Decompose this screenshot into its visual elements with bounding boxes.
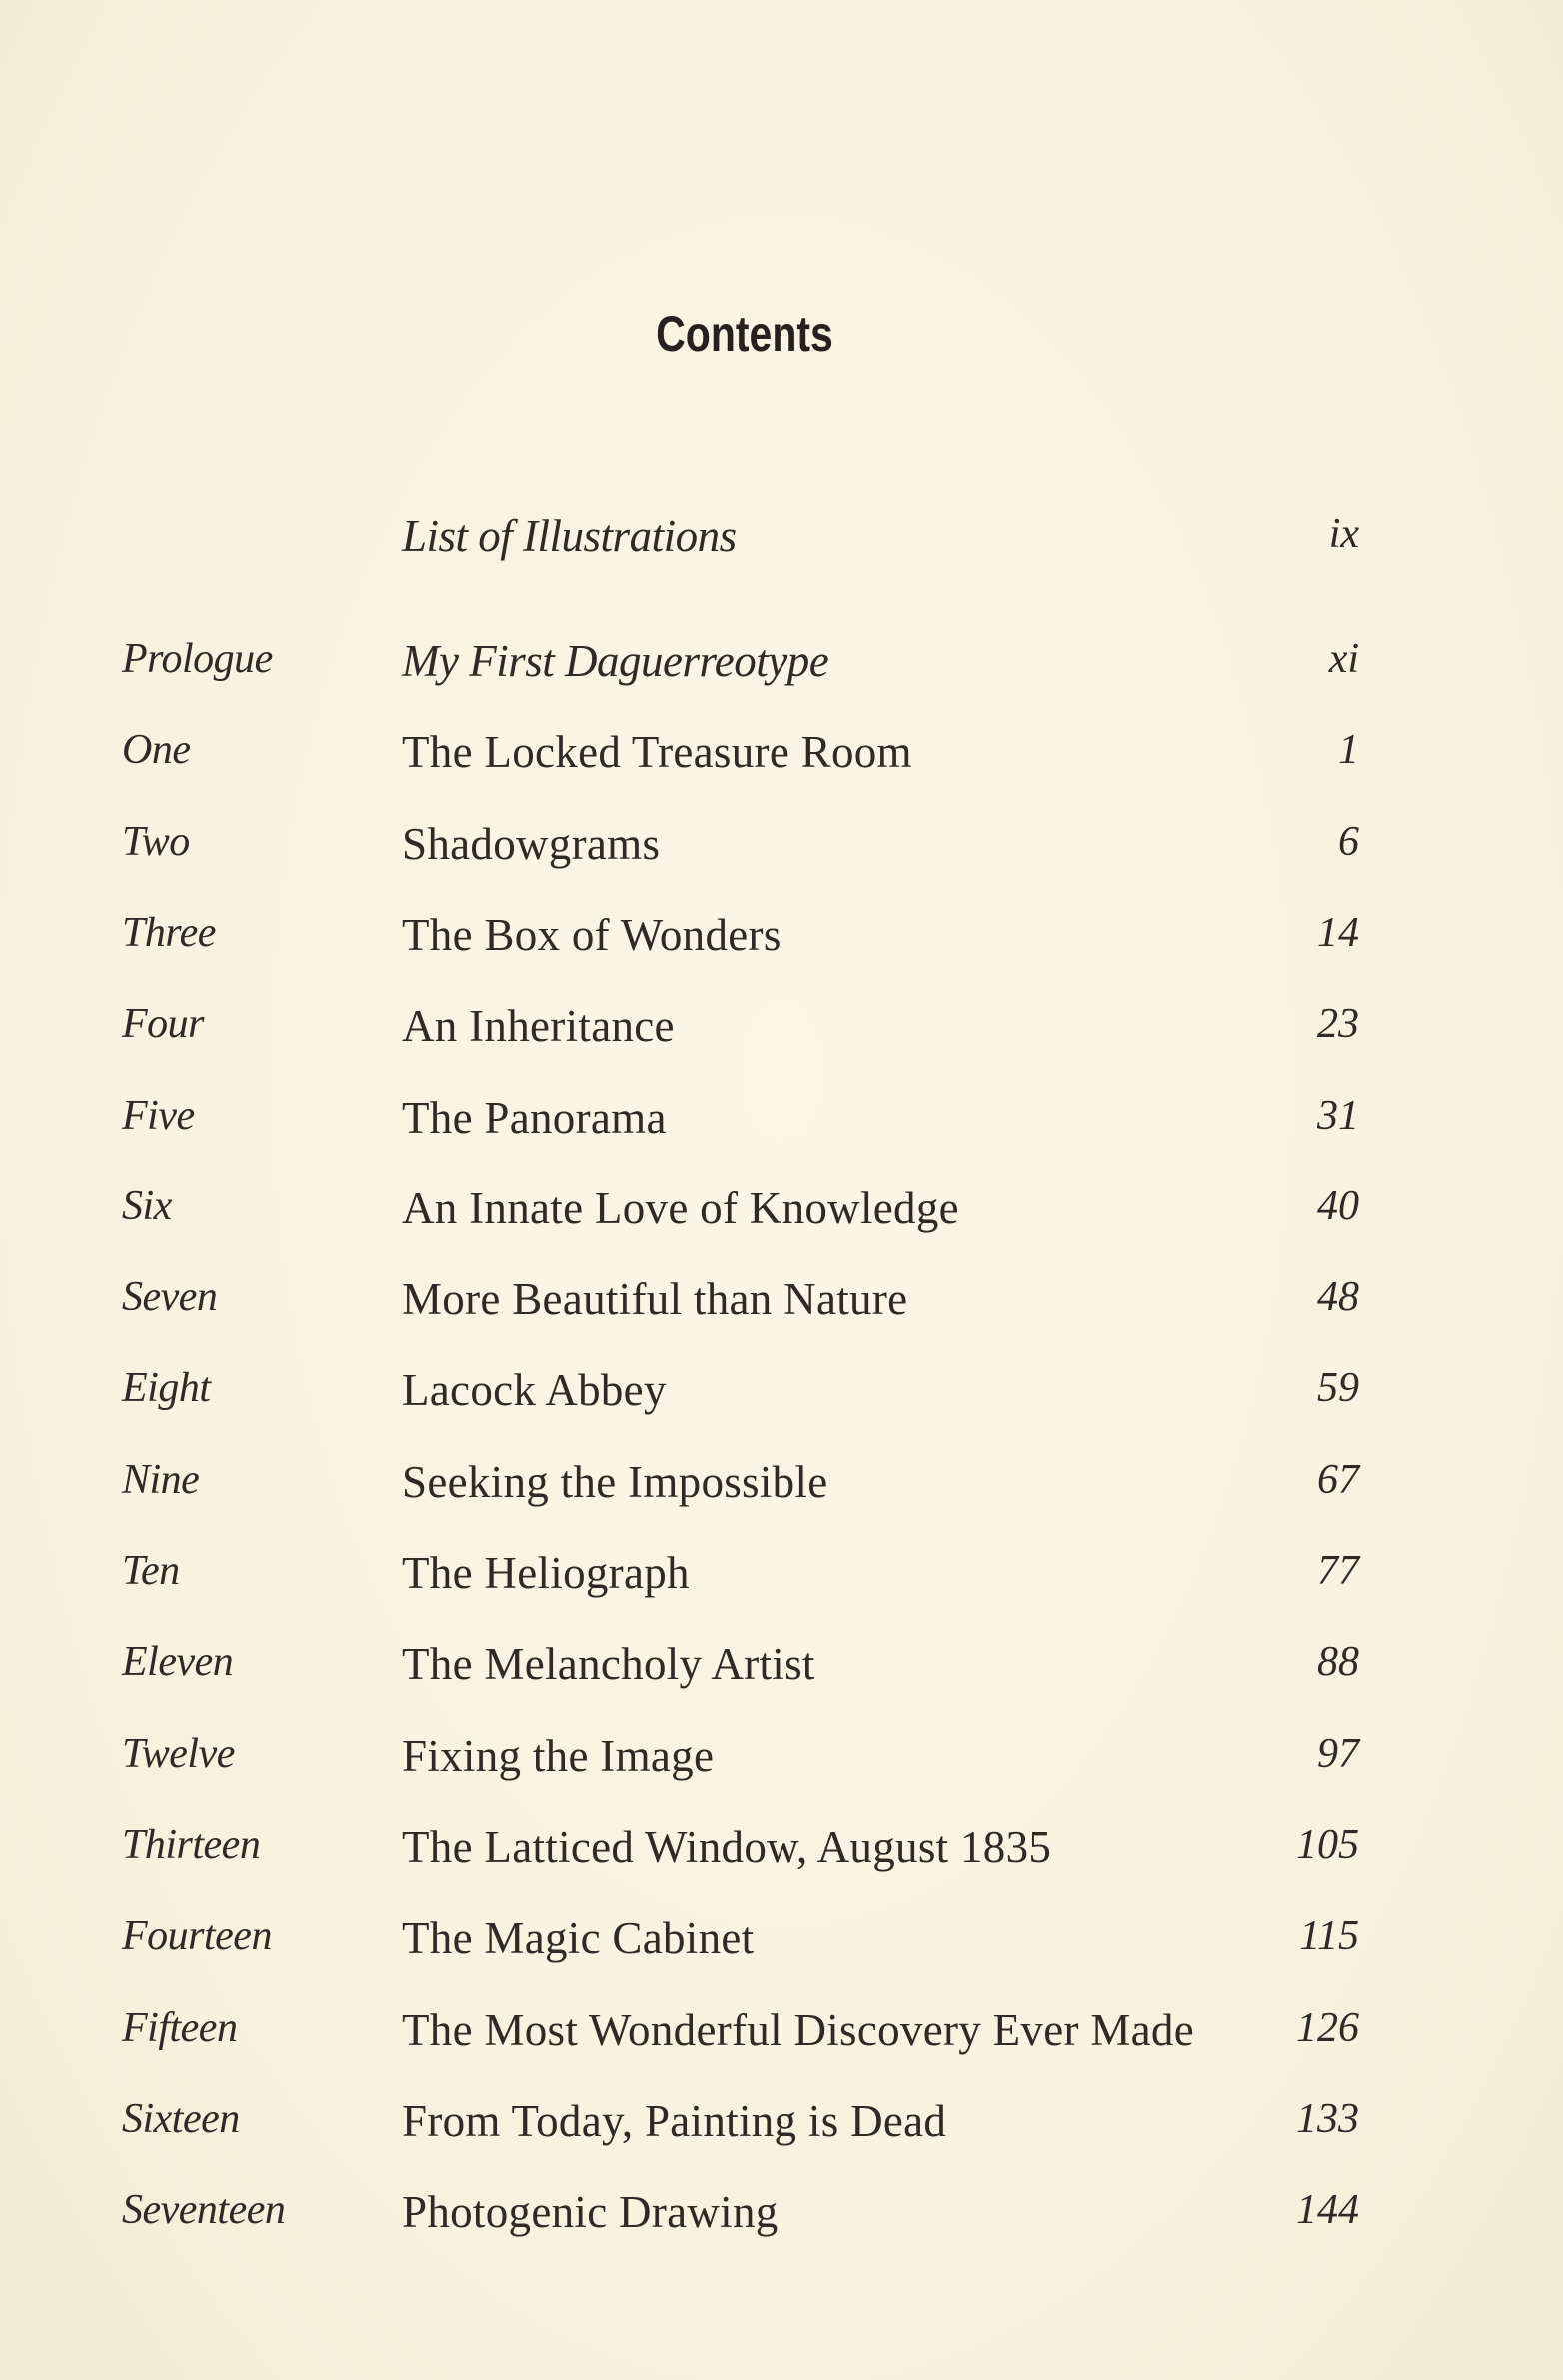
chapter-page-number: 126 xyxy=(1296,2004,1359,2051)
chapter-number: Two xyxy=(122,818,190,865)
chapter-page-number: 144 xyxy=(1296,2187,1359,2234)
chapter-page-number: 14 xyxy=(1317,909,1359,956)
chapter-number: Seven xyxy=(122,1274,218,1321)
chapter-number: Seventeen xyxy=(122,2187,286,2234)
toc-row xyxy=(0,1821,1563,1891)
chapter-number: Twelve xyxy=(122,1730,235,1777)
chapter-title: Lacock Abbey xyxy=(402,1365,667,1416)
toc-row xyxy=(0,2095,1563,2165)
chapter-number: Prologue xyxy=(122,636,273,682)
chapter-number: Eight xyxy=(122,1365,211,1412)
toc-row xyxy=(0,1273,1563,1343)
chapter-page-number: 67 xyxy=(1317,1456,1359,1503)
toc-row xyxy=(0,2004,1563,2074)
chapter-title: Seeking the Impossible xyxy=(402,1456,828,1507)
toc-row-front-matter xyxy=(0,510,1563,580)
chapter-title: The Melancholy Artist xyxy=(402,1639,815,1690)
toc-row xyxy=(0,909,1563,979)
chapter-title: The Heliograph xyxy=(402,1548,690,1598)
page-title: Contents xyxy=(656,306,833,362)
chapter-number: Fifteen xyxy=(122,2004,238,2051)
chapter-number: Three xyxy=(122,909,216,956)
chapter-title: Fixing the Image xyxy=(402,1730,715,1781)
chapter-number: One xyxy=(122,727,191,774)
chapter-page-number: 59 xyxy=(1317,1365,1359,1412)
toc-row xyxy=(0,1456,1563,1526)
toc-row xyxy=(0,2186,1563,2256)
chapter-page-number: 48 xyxy=(1317,1274,1359,1321)
chapter-number: Eleven xyxy=(122,1639,234,1686)
chapter-title: The Magic Cabinet xyxy=(402,1913,755,1964)
chapter-page-number: xi xyxy=(1328,636,1359,682)
chapter-number: Six xyxy=(122,1183,172,1229)
chapter-page-number: 6 xyxy=(1338,818,1359,865)
chapter-title: The Panorama xyxy=(402,1092,667,1143)
toc-row xyxy=(0,818,1563,888)
chapter-title: The Box of Wonders xyxy=(402,909,782,960)
chapter-title: An Inheritance xyxy=(402,1001,675,1052)
chapter-number: Thirteen xyxy=(122,1821,261,1868)
toc-row xyxy=(0,635,1563,705)
front-matter-title: List of Illustrations xyxy=(402,511,737,561)
chapter-title: From Today, Painting is Dead xyxy=(402,2095,947,2146)
chapter-page-number: 1 xyxy=(1338,727,1359,774)
chapter-page-number: 97 xyxy=(1317,1730,1359,1777)
chapter-page-number: 105 xyxy=(1296,1821,1359,1868)
chapter-number: Five xyxy=(122,1092,195,1139)
chapter-page-number: 40 xyxy=(1317,1183,1359,1229)
chapter-page-number: 23 xyxy=(1317,1001,1359,1048)
chapter-title: The Locked Treasure Room xyxy=(402,727,912,778)
toc-row xyxy=(0,726,1563,796)
toc-row xyxy=(0,1912,1563,1982)
chapter-page-number: 133 xyxy=(1296,2095,1359,2142)
chapter-page-number: 115 xyxy=(1299,1913,1359,1960)
chapter-page-number: 77 xyxy=(1317,1548,1359,1594)
toc-row xyxy=(0,1000,1563,1070)
chapter-title: The Latticed Window, August 1835 xyxy=(402,1821,1052,1872)
chapter-number: Nine xyxy=(122,1456,200,1503)
chapter-page-number: 31 xyxy=(1317,1092,1359,1139)
chapter-title: The Most Wonderful Discovery Ever Made xyxy=(402,2004,1194,2055)
chapter-number: Ten xyxy=(122,1548,180,1594)
toc-row xyxy=(0,1730,1563,1800)
toc-row xyxy=(0,1183,1563,1252)
front-matter-page: ix xyxy=(1328,511,1359,557)
chapter-title: Photogenic Drawing xyxy=(402,2187,779,2238)
chapter-number: Four xyxy=(122,1001,204,1048)
chapter-title: Shadowgrams xyxy=(402,818,661,869)
chapter-title: More Beautiful than Nature xyxy=(402,1274,908,1325)
toc-row xyxy=(0,1547,1563,1617)
chapter-title: An Innate Love of Knowledge xyxy=(402,1183,959,1233)
chapter-page-number: 88 xyxy=(1317,1639,1359,1686)
toc-row xyxy=(0,1638,1563,1708)
chapter-title: My First Daguerreotype xyxy=(402,636,829,686)
chapter-number: Fourteen xyxy=(122,1913,272,1960)
toc-row xyxy=(0,1092,1563,1162)
chapter-number: Sixteen xyxy=(122,2095,240,2142)
toc-row xyxy=(0,1364,1563,1434)
